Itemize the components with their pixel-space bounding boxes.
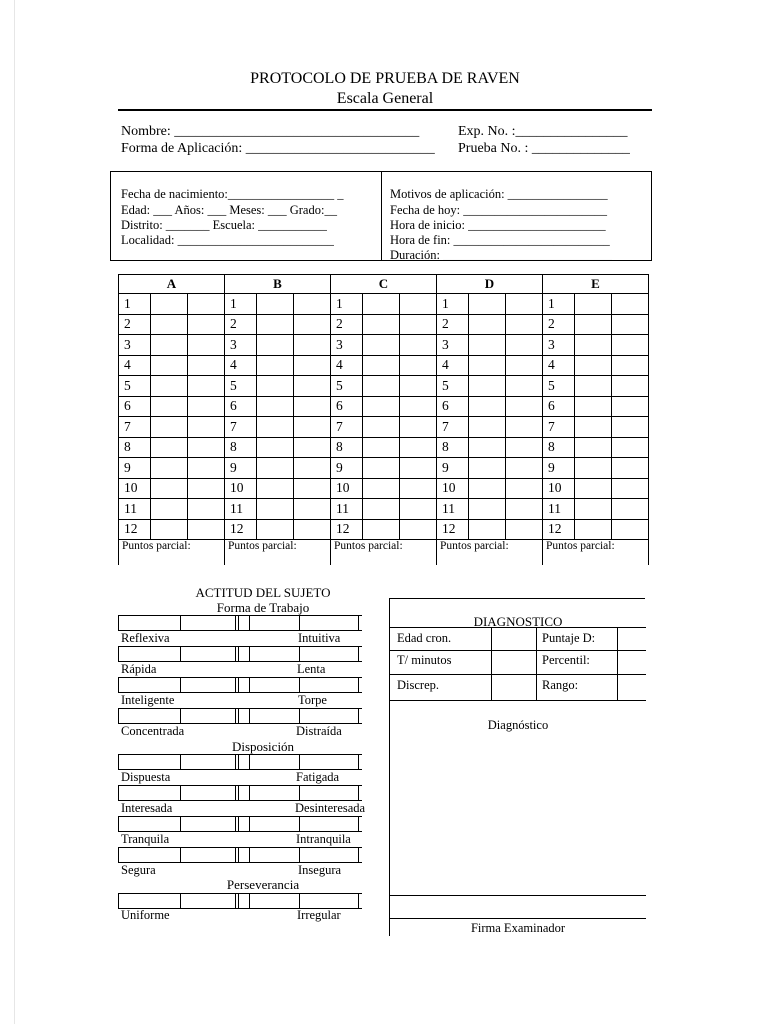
answer-cell[interactable] [363,314,400,335]
item-number: 4 [543,355,575,376]
item-number: 8 [331,437,363,458]
answer-cell[interactable] [575,294,612,315]
score-cell[interactable] [400,519,437,540]
answer-cell[interactable] [363,417,400,438]
answer-cell[interactable] [363,519,400,540]
puntaje-label: Puntaje D: [542,631,596,645]
answer-cell[interactable] [575,314,612,335]
answer-cell[interactable] [363,376,400,397]
score-cell[interactable] [612,417,649,438]
score-cell[interactable] [612,314,649,335]
fecha-hoy-field[interactable]: Fecha de hoy: _______________________ [390,203,607,217]
distrito-field[interactable]: Distrito: _______ Escuela: ___________ [121,218,327,232]
partial-score-cell[interactable]: Puntos parcial: [543,540,649,566]
edad-cron-label: Edad cron. [397,631,452,645]
item-number: 2 [119,314,151,335]
answer-cell[interactable] [575,335,612,356]
series-header-d: D [437,275,543,294]
grid-row [119,417,649,438]
score-cell[interactable] [188,294,225,315]
attitude-right-label: Fatigada [296,770,340,784]
attitude-right-label: Lenta [297,662,326,676]
answer-cell[interactable] [151,519,188,540]
item-number: 1 [119,294,151,315]
item-number: 1 [331,294,363,315]
score-cell[interactable] [506,458,543,479]
score-cell[interactable] [294,335,331,356]
item-number: 4 [225,355,257,376]
series-header-e: E [543,275,649,294]
score-cell[interactable] [188,417,225,438]
answer-cell[interactable] [151,417,188,438]
score-cell[interactable] [400,478,437,499]
grid-header-row [119,275,649,294]
attitude-right-label: Irregular [297,908,341,922]
item-number: 11 [543,499,575,520]
info-box [110,171,652,261]
answer-cell[interactable] [151,478,188,499]
info-divider [381,172,382,260]
answer-cell[interactable] [151,458,188,479]
series-header-a: A [119,275,225,294]
score-cell[interactable] [400,314,437,335]
t-minutos-label: T/ minutos [397,653,452,667]
section-forma-trabajo: Forma de Trabajo [216,600,310,615]
grid-row [119,499,649,520]
score-cell[interactable] [612,335,649,356]
score-cell[interactable] [506,335,543,356]
item-number: 10 [225,478,257,499]
item-number: 11 [119,499,151,520]
score-cell[interactable] [188,355,225,376]
score-cell[interactable] [400,396,437,417]
attitude-left-label: Reflexiva [121,631,170,645]
item-number: 11 [331,499,363,520]
answer-cell[interactable] [151,499,188,520]
form-title: PROTOCOLO DE PRUEBA DE RAVEN [250,70,520,87]
score-cell[interactable] [400,335,437,356]
score-cell[interactable] [294,294,331,315]
answer-cell[interactable] [363,294,400,315]
answer-cell[interactable] [575,396,612,417]
attitude-title: ACTITUD DEL SUJETO [195,585,331,600]
score-cell[interactable] [612,478,649,499]
score-cell[interactable] [400,376,437,397]
answer-cell[interactable] [363,478,400,499]
item-number: 8 [543,437,575,458]
score-cell[interactable] [612,458,649,479]
answer-cell[interactable] [469,314,506,335]
grid-row [119,437,649,458]
item-number: 5 [437,376,469,397]
series-header-c: C [331,275,437,294]
item-number: 9 [119,458,151,479]
answer-cell[interactable] [469,294,506,315]
answer-cell[interactable] [151,314,188,335]
answer-cell[interactable] [469,417,506,438]
attitude-left-label: Inteligente [121,693,175,707]
answer-cell[interactable] [363,335,400,356]
item-number: 7 [437,417,469,438]
score-cell[interactable] [294,519,331,540]
answer-cell[interactable] [257,437,294,458]
score-cell[interactable] [188,437,225,458]
score-cell[interactable] [400,499,437,520]
attitude-scale[interactable] [118,615,362,631]
item-number: 9 [543,458,575,479]
answer-cell[interactable] [151,335,188,356]
answer-cell[interactable] [151,396,188,417]
answer-cell[interactable] [469,396,506,417]
answer-cell[interactable] [575,376,612,397]
answer-cell[interactable] [363,458,400,479]
score-cell[interactable] [188,396,225,417]
score-cell[interactable] [506,519,543,540]
attitude-right-label: Torpe [298,693,327,707]
item-number: 8 [437,437,469,458]
attitude-left-label: Uniforme [121,908,170,922]
grid-row [119,519,649,540]
score-cell[interactable] [400,355,437,376]
answer-cell[interactable] [363,437,400,458]
item-number: 4 [119,355,151,376]
attitude-right-label: Intranquila [296,832,351,846]
item-number: 3 [225,335,257,356]
score-cell[interactable] [188,499,225,520]
item-number: 3 [543,335,575,356]
item-number: 2 [437,314,469,335]
item-number: 2 [331,314,363,335]
item-number: 12 [543,519,575,540]
score-cell[interactable] [612,355,649,376]
score-cell[interactable] [188,314,225,335]
attitude-left-label: Tranquila [121,832,170,846]
attitude-scale[interactable] [118,646,362,662]
percentil-label: Percentil: [542,653,590,667]
answer-cell[interactable] [151,294,188,315]
score-cell[interactable] [506,376,543,397]
score-cell[interactable] [400,294,437,315]
section-perseverancia: Perseverancia [226,877,300,892]
item-number: 10 [437,478,469,499]
partial-score-cell[interactable]: Puntos parcial: [331,540,437,566]
item-number: 11 [437,499,469,520]
score-cell[interactable] [294,437,331,458]
answer-cell[interactable] [257,355,294,376]
diagnostico-box [389,598,645,936]
attitude-scale[interactable] [118,754,362,770]
page-edge [14,0,15,1024]
hora-fin-field[interactable]: Hora de fin: _________________________ [390,233,610,247]
score-cell[interactable] [612,396,649,417]
item-number: 8 [225,437,257,458]
item-number: 2 [225,314,257,335]
item-number: 3 [119,335,151,356]
score-cell[interactable] [506,294,543,315]
score-cell[interactable] [188,376,225,397]
grid-row [119,294,649,315]
score-cell[interactable] [188,458,225,479]
answer-cell[interactable] [469,519,506,540]
score-cell[interactable] [506,499,543,520]
item-number: 7 [331,417,363,438]
score-cell[interactable] [506,355,543,376]
title-rule [118,109,652,111]
partial-score-row [119,540,649,566]
score-cell[interactable] [612,499,649,520]
motivos-field[interactable]: Motivos de aplicación: ________________ [390,187,608,201]
partial-score-cell[interactable]: Puntos parcial: [119,540,225,566]
answer-cell[interactable] [575,355,612,376]
item-number: 9 [225,458,257,479]
attitude-scale[interactable] [118,785,362,801]
answer-grid [118,274,649,565]
answer-cell[interactable] [257,499,294,520]
attitude-left-label: Concentrada [121,724,185,738]
item-number: 3 [331,335,363,356]
item-number: 7 [225,417,257,438]
answer-cell[interactable] [151,437,188,458]
grid-row [119,458,649,479]
item-number: 5 [225,376,257,397]
score-cell[interactable] [506,417,543,438]
localidad-field[interactable]: Localidad: _________________________ [121,233,334,247]
diagnostico-label: Diagnóstico [487,718,549,732]
fecha-nacimiento-field[interactable]: Fecha de nacimiento:_________________ _ [121,187,344,201]
answer-cell[interactable] [469,355,506,376]
score-cell[interactable] [506,478,543,499]
item-number: 6 [119,396,151,417]
firma-examinador-label: Firma Examinador [470,921,566,935]
answer-cell[interactable] [469,499,506,520]
nombre-field[interactable]: Nombre: ___________________________________ [121,124,420,139]
partial-score-cell[interactable]: Puntos parcial: [437,540,543,566]
answer-cell[interactable] [257,478,294,499]
answer-cell[interactable] [469,437,506,458]
answer-cell[interactable] [469,478,506,499]
item-number: 4 [331,355,363,376]
item-number: 3 [437,335,469,356]
answer-cell[interactable] [151,355,188,376]
score-cell[interactable] [506,437,543,458]
grid-row [119,396,649,417]
answer-cell[interactable] [363,396,400,417]
attitude-left-label: Interesada [121,801,173,815]
attitude-left-label: Segura [121,863,156,877]
item-number: 6 [225,396,257,417]
score-cell[interactable] [188,335,225,356]
item-number: 10 [119,478,151,499]
answer-cell[interactable] [575,417,612,438]
score-cell[interactable] [294,499,331,520]
grid-row [119,314,649,335]
answer-cell[interactable] [469,376,506,397]
item-number: 5 [119,376,151,397]
score-cell[interactable] [294,314,331,335]
item-number: 8 [119,437,151,458]
score-cell[interactable] [294,478,331,499]
rango-label: Rango: [542,678,579,692]
item-number: 6 [437,396,469,417]
item-number: 12 [119,519,151,540]
attitude-right-label: Desinteresada [295,801,366,815]
score-cell[interactable] [294,355,331,376]
answer-cell[interactable] [257,519,294,540]
answer-cell[interactable] [575,499,612,520]
score-cell[interactable] [612,294,649,315]
item-number: 10 [331,478,363,499]
item-number: 9 [331,458,363,479]
edad-field[interactable]: Edad: ___ Años: ___ Meses: ___ Grado:__ [121,203,337,217]
attitude-scale[interactable] [118,708,362,724]
answer-cell[interactable] [575,437,612,458]
item-number: 6 [543,396,575,417]
answer-cell[interactable] [257,376,294,397]
item-number: 5 [331,376,363,397]
hora-inicio-field[interactable]: Hora de inicio: ______________________ [390,218,606,232]
attitude-left-label: Dispuesta [121,770,171,784]
partial-score-cell[interactable]: Puntos parcial: [225,540,331,566]
score-cell[interactable] [400,437,437,458]
score-cell[interactable] [612,437,649,458]
item-number: 12 [225,519,257,540]
grid-row [119,335,649,356]
answer-cell[interactable] [257,396,294,417]
answer-cell[interactable] [257,417,294,438]
item-number: 5 [543,376,575,397]
diagnostico-title: DIAGNOSTICO [473,614,563,629]
attitude-scale[interactable] [118,677,362,693]
answer-cell[interactable] [469,458,506,479]
item-number: 6 [331,396,363,417]
grid-row [119,376,649,397]
answer-cell[interactable] [257,314,294,335]
answer-cell[interactable] [257,294,294,315]
answer-cell[interactable] [575,478,612,499]
form-subtitle: Escala General [336,90,434,107]
item-number: 7 [543,417,575,438]
answer-cell[interactable] [575,519,612,540]
score-cell[interactable] [188,519,225,540]
prueba-field[interactable]: Prueba No. : ______________ [458,141,630,156]
score-cell[interactable] [506,314,543,335]
score-cell[interactable] [612,519,649,540]
section-disposicion: Disposición [231,739,295,754]
grid-row [119,478,649,499]
attitude-right-label: Distraída [296,724,342,738]
item-number: 1 [543,294,575,315]
forma-aplicacion-field[interactable]: Forma de Aplicación: ___________________________ [121,141,435,156]
item-number: 9 [437,458,469,479]
item-number: 2 [543,314,575,335]
item-number: 1 [225,294,257,315]
answer-cell[interactable] [363,499,400,520]
series-header-b: B [225,275,331,294]
discrep-label: Discrep. [397,678,439,692]
answer-cell[interactable] [257,335,294,356]
item-number: 7 [119,417,151,438]
grid-row [119,355,649,376]
answer-cell[interactable] [151,376,188,397]
score-cell[interactable] [294,458,331,479]
answer-cell[interactable] [257,458,294,479]
score-cell[interactable] [506,396,543,417]
attitude-right-label: Insegura [298,863,342,877]
item-number: 11 [225,499,257,520]
item-number: 12 [437,519,469,540]
answer-cell[interactable] [575,458,612,479]
score-cell[interactable] [294,417,331,438]
item-number: 10 [543,478,575,499]
item-number: 4 [437,355,469,376]
attitude-scale[interactable] [118,893,362,909]
exp-field[interactable]: Exp. No. :________________ [458,124,628,139]
answer-cell[interactable] [363,355,400,376]
duracion-field[interactable]: Duración: ___________________________ [390,248,612,262]
attitude-right-label: Intuitiva [298,631,341,645]
attitude-scale[interactable] [118,816,362,832]
score-cell[interactable] [188,478,225,499]
score-cell[interactable] [294,396,331,417]
attitude-left-label: Rápida [121,662,157,676]
score-cell[interactable] [612,376,649,397]
answer-cell[interactable] [469,335,506,356]
attitude-scale[interactable] [118,847,362,863]
score-cell[interactable] [400,417,437,438]
score-cell[interactable] [400,458,437,479]
item-number: 1 [437,294,469,315]
item-number: 12 [331,519,363,540]
score-cell[interactable] [294,376,331,397]
